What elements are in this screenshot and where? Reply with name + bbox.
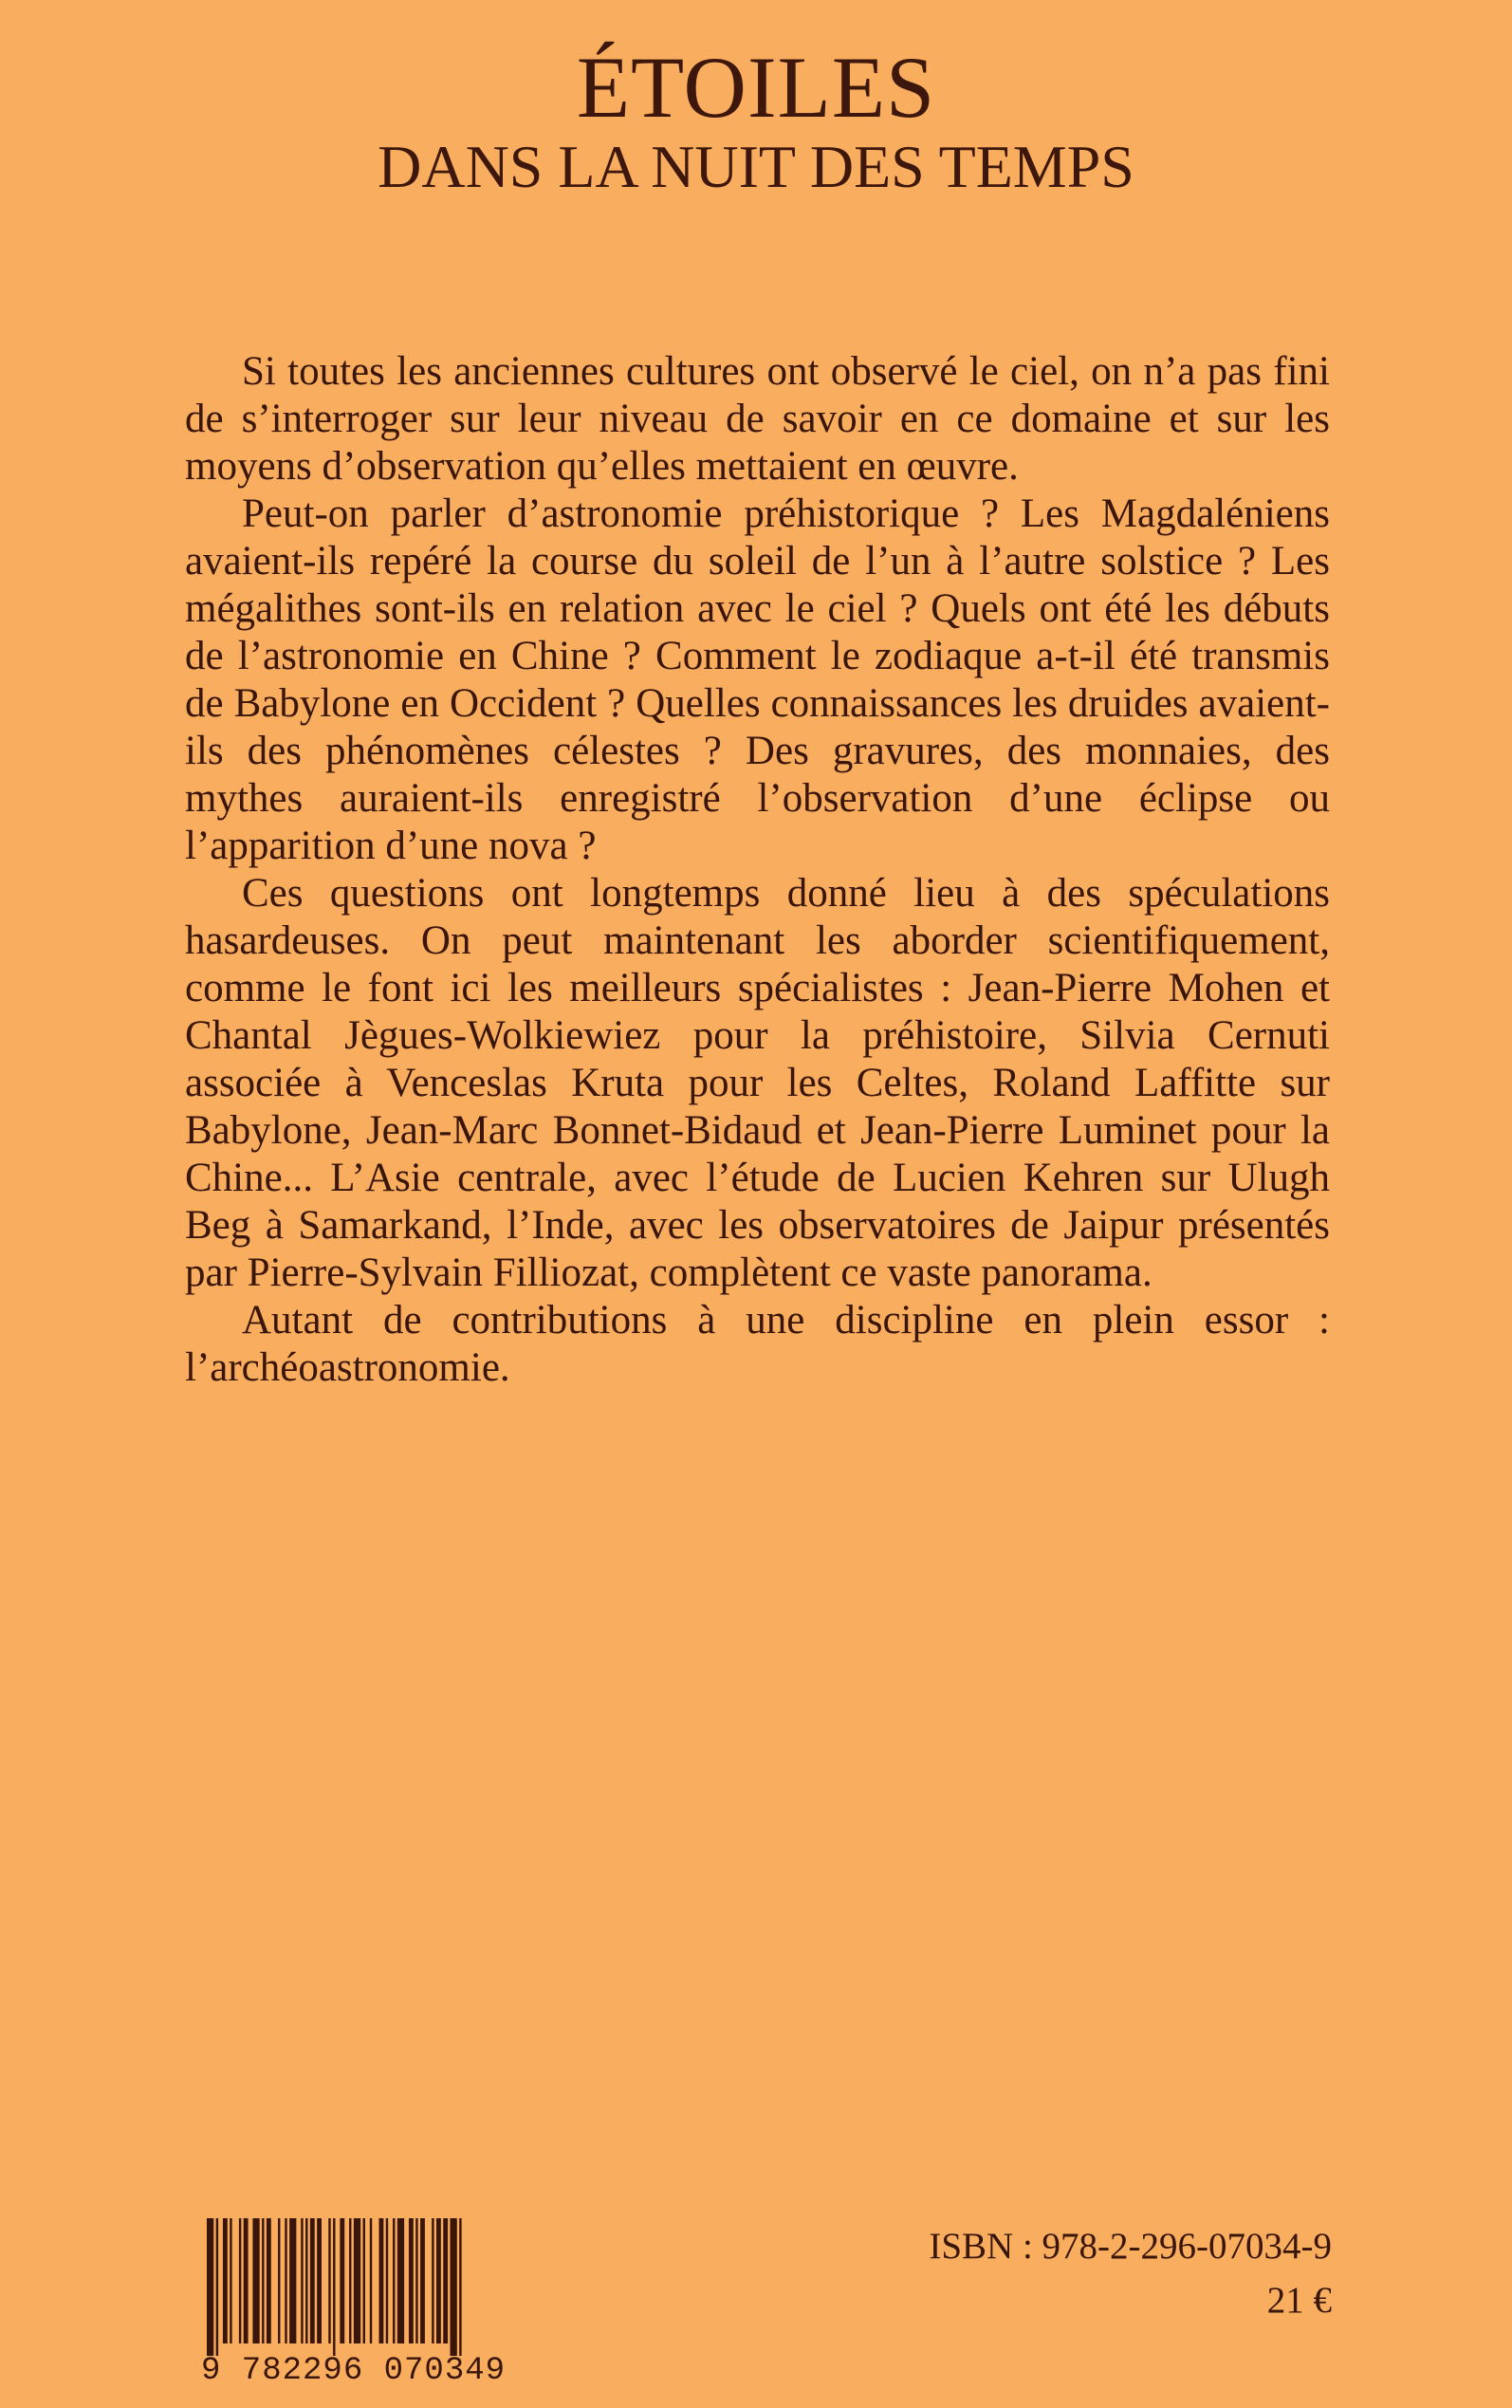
barcode-bar	[262, 2218, 264, 2343]
barcode-bar	[278, 2218, 280, 2343]
book-title: ÉTOILES	[576, 39, 936, 136]
barcode	[201, 2218, 507, 2389]
barcode-bar	[393, 2218, 395, 2343]
barcode-bar	[289, 2218, 296, 2343]
barcode-bar	[216, 2218, 218, 2356]
barcode-bar	[432, 2218, 433, 2343]
isbn-label: ISBN : 978-2-296-07034-9	[929, 2226, 1332, 2267]
back-cover-blurb	[185, 348, 1330, 1392]
barcode-bar	[436, 2218, 441, 2343]
blurb-paragraph-1: Si toutes les anciennes cultures ont observé le ciel, on n’a pas fini de s’interroger sur leur niveau de savoir en ce domaine et sur les moyens d’observation qu’elles mettaient en œuvre.	[185, 349, 1330, 489]
barcode-bar	[459, 2218, 461, 2356]
barcode-bar	[239, 2218, 241, 2343]
barcode-bar	[386, 2218, 388, 2343]
barcode-bar	[301, 2218, 303, 2343]
barcode-bar	[340, 2218, 344, 2343]
barcode-bar	[370, 2218, 372, 2343]
barcode-bar	[285, 2218, 286, 2343]
barcode-bar	[310, 2218, 315, 2343]
barcode-bar	[409, 2218, 414, 2343]
barcode-number: 9 782296 070349	[201, 2353, 507, 2389]
barcode-bar	[443, 2218, 448, 2343]
barcode-bar	[415, 2218, 417, 2343]
price-label: 21 €	[1266, 2280, 1332, 2321]
barcode-bar	[328, 2218, 330, 2343]
barcode-bar	[420, 2218, 425, 2343]
barcode-bar	[451, 2218, 457, 2356]
barcode-bar	[207, 2218, 213, 2356]
barcode-bar	[267, 2218, 271, 2343]
barcode-bar	[354, 2218, 360, 2343]
blurb-paragraph-4: Autant de contributions à une discipline en plein essor : l’archéoastronomie.	[185, 1298, 1330, 1390]
barcode-bars	[201, 2218, 507, 2356]
barcode-bar	[397, 2218, 404, 2343]
barcode-bar	[333, 2218, 335, 2356]
barcode-bar	[379, 2218, 384, 2343]
blurb-paragraph-3: Ces questions ont longtemps donné lieu à des spéculations hasardeuses. On peut maintenant les aborder scientifiquement, comme le font ici les meilleurs spécialistes : Jean-Pierre Mohen et Chantal Jègues-Wolkiewiez pour la préhistoire, Silvia Cernuti associée à Venceslas Kruta pour les Celtes, Roland Laffitte sur Babylone, Jean-Marc Bonnet-Bidaud et Jean-Pierre Luminet pour la Chine... L’Asie centrale, avec l’étude de Lucien Kehren sur Ulugh Beg à Samarkand, l’Inde, avec les observatoires de Jaipur présentés par Pierre-Sylvain Filliozat, complètent ce vaste panorama.	[185, 871, 1330, 1295]
barcode-bar	[223, 2218, 228, 2343]
barcode-bar	[317, 2218, 322, 2343]
blurb-paragraph-2: Peut-on parler d’astronomie préhistorique ? Les Magdaléniens avaient-ils repéré la course du soleil de l’un à l’autre solstice ? Les mégalithes sont-ils en relation avec le ciel ? Quels ont été les débuts de l’astronomie en Chine ? Comment le zodiaque a-t-il été transmis de Babylone en Occident ? Quelles connaissances les druides avaient-ils des phénomènes célestes ? Des gravures, des monnaies, des mythes auraient-ils enregistré l’observation d’une éclipse ou l’apparition d’une nova ?	[185, 491, 1330, 868]
book-subtitle: DANS LA NUIT DES TEMPS	[378, 133, 1134, 200]
barcode-bar	[244, 2218, 249, 2343]
barcode-bar	[363, 2218, 365, 2343]
barcode-bar	[305, 2218, 307, 2343]
barcode-bar	[252, 2218, 259, 2343]
barcode-bar	[230, 2218, 231, 2343]
barcode-bar	[349, 2218, 351, 2343]
